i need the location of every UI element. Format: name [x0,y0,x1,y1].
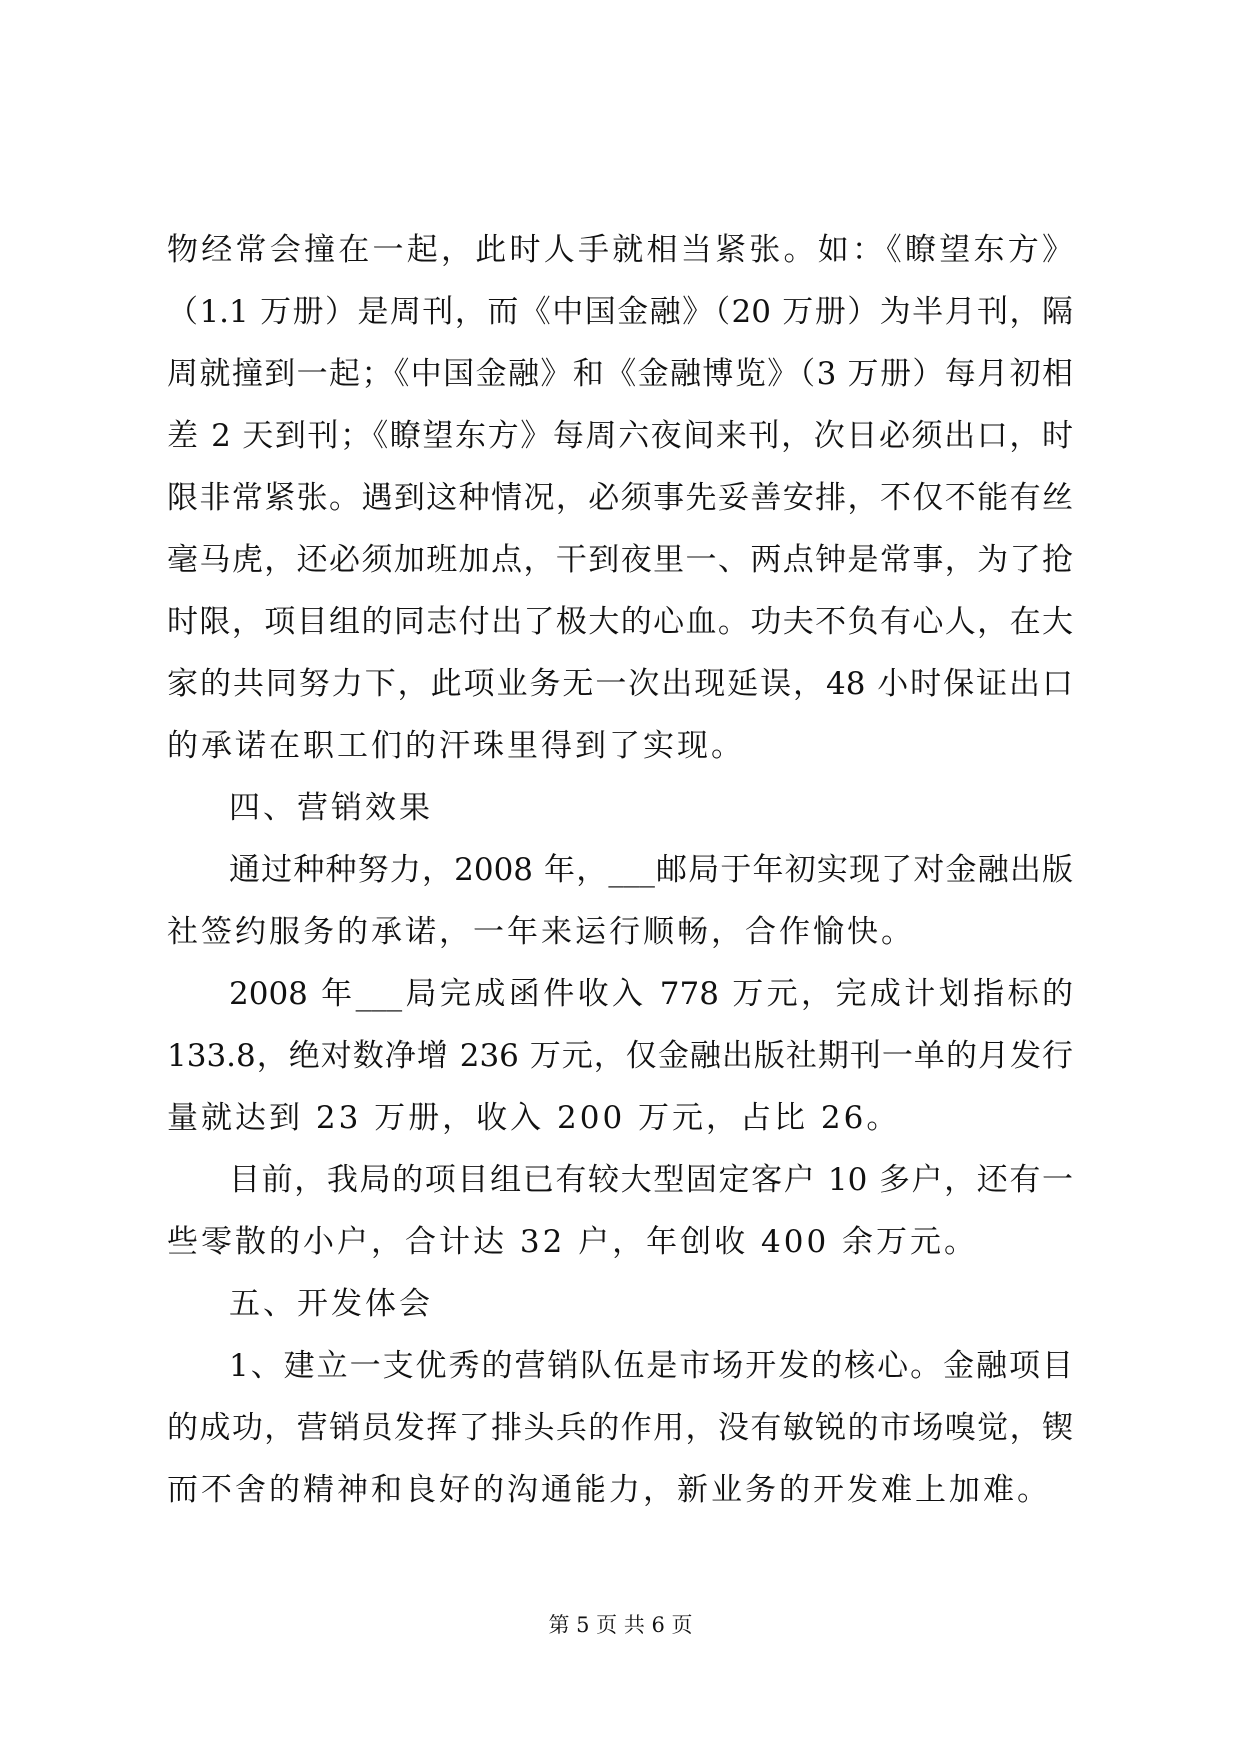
paragraph-line: 的承诺在职工们的汗珠里得到了实现。 [167,728,745,764]
paragraph-line: 2008 年___局完成函件收入 778 万元，完成计划指标的 [229,976,1073,1012]
page-number-footer: 第 5 页 共 6 页 [548,1613,693,1637]
paragraph-line: 量就达到 23 万册，收入 200 万元，占比 26。 [167,1100,901,1136]
paragraph-line: 些零散的小户，合计达 32 户，年创收 400 余万元。 [167,1224,979,1260]
paragraph-line: 133.8，绝对数净增 236 万元，仅金融出版社期刊一单的月发行 [167,1038,1073,1074]
paragraph-line: 的成功，营销员发挥了排头兵的作用，没有敏锐的市场嗅觉，锲 [167,1410,1073,1446]
paragraph-line: 1、建立一支优秀的营销队伍是市场开发的核心。金融项目 [229,1348,1073,1384]
section-heading: 五、开发体会 [229,1286,433,1322]
paragraph-line: （1.1 万册）是周刊，而《中国金融》（20 万册）为半月刊，隔 [167,294,1073,330]
paragraph-line: 家的共同努力下，此项业务无一次出现延误，48 小时保证出口 [167,666,1073,702]
section-heading: 四、营销效果 [229,790,433,826]
paragraph-line: 而不舍的精神和良好的沟通能力，新业务的开发难上加难。 [167,1472,1051,1508]
paragraph-line: 周就撞到一起；《中国金融》和《金融博览》（3 万册）每月初相 [167,356,1073,392]
paragraph-line: 毫马虎，还必须加班加点，干到夜里一、两点钟是常事，为了抢 [167,542,1073,578]
paragraph-line: 社签约服务的承诺，一年来运行顺畅，合作愉快。 [167,914,915,950]
paragraph-line: 时限，项目组的同志付出了极大的心血。功夫不负有心人，在大 [167,604,1073,640]
paragraph-line: 限非常紧张。遇到这种情况，必须事先妥善安排，不仅不能有丝 [167,480,1073,516]
paragraph-line: 目前，我局的项目组已有较大型固定客户 10 多户，还有一 [229,1162,1073,1198]
paragraph-line: 通过种种努力，2008 年，___邮局于年初实现了对金融出版 [229,852,1073,888]
paragraph-line: 物经常会撞在一起，此时人手就相当紧张。如：《瞭望东方》 [167,232,1073,268]
paragraph-line: 差 2 天到刊；《瞭望东方》每周六夜间来刊，次日必须出口，时 [167,418,1073,454]
